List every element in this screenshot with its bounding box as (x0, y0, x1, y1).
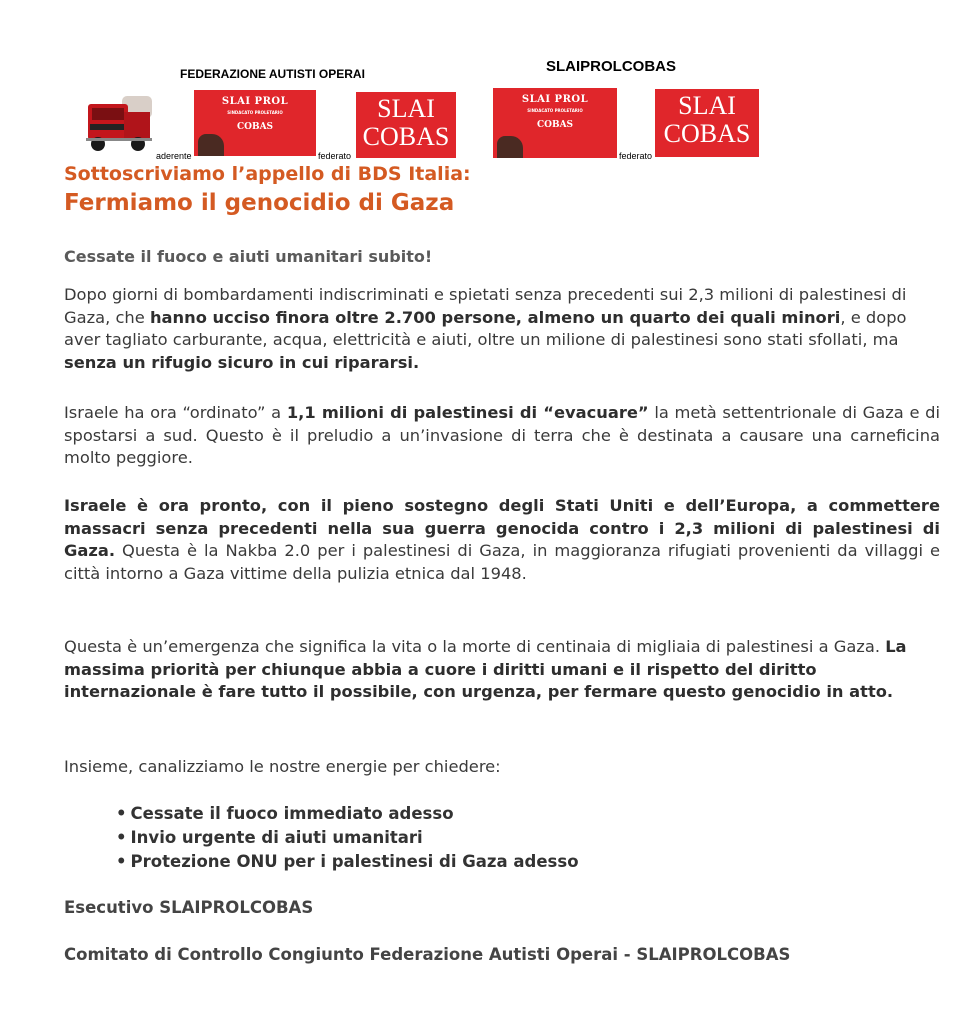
paragraph-5: Insieme, canalizziamo le nostre energie per chiedere: (64, 757, 501, 776)
slai-prol-cobas-logo (194, 90, 316, 156)
truck-logo (82, 90, 158, 156)
paragraph-3 (64, 495, 940, 585)
p1-text-c: , e dopo aver tagliato carburante, acqua, elettricità e aiuti, oltre un milione di palestinesi sono stati sfollati, ma (64, 307, 907, 349)
signature-executive: Esecutivo SLAIPROLCOBAS (64, 898, 314, 917)
logo-cobas-line1: SLAI (377, 94, 435, 123)
paragraph-2 (64, 402, 940, 470)
p3-text-b: Questa è la Nakba 2.0 per i palestinesi di Gaza, in maggioranza rifugiati provenienti da villaggi e città intorno a Gaza vittime della pulizia etnica dal 1948. (64, 541, 940, 583)
paragraph-1 (64, 284, 940, 374)
logo-prol-line1: SLAI PROL (521, 94, 589, 105)
p1-bold-d: senza un rifugio sicuro in cui ripararsi. (64, 352, 420, 372)
p2-text-a: Israele ha ora “ordinato” a (64, 403, 287, 422)
slai-cobas-logo-2 (655, 89, 759, 157)
federato-label: federato (318, 151, 352, 161)
logo-prol-line2: SINDACATO PROLETARIO (227, 110, 283, 115)
logo-cobas-line1: SLAI (678, 91, 736, 120)
p2-text-c: la metà settentrionale di Gaza e di spostarsi a sud. Questo è il preludio a un’invasione di terra che è destinata a causare una carneficina molto peggiore. (64, 403, 941, 467)
list-item: • Protezione ONU per i palestinesi di Gaza adesso (116, 850, 579, 874)
p1-bold-b: hanno ucciso finora oltre 2.700 persone, almeno un quarto dei quali minori (149, 307, 841, 327)
p1-text-a: Dopo giorni di bombardamenti indiscriminati e spietati senza precedenti sui 2,3 milioni di palestinesi di Gaza, che (64, 285, 907, 327)
signature-committee: Comitato di Controllo Congiunto Federazione Autisti Operai - SLAIPROLCOBAS (64, 945, 791, 964)
appeal-subtitle: Sottoscriviamo l’appello di BDS Italia: (64, 163, 471, 185)
list-item: • Invio urgente di aiuti umanitari (116, 826, 579, 850)
slai-cobas-logo (356, 92, 456, 158)
slai-prol-cobas-logo-2 (493, 88, 617, 158)
paragraph-4 (64, 636, 940, 704)
slaiprolcobas-label: SLAIPROLCOBAS (546, 58, 677, 75)
lead-heading: Cessate il fuoco e aiuti umanitari subito! (64, 247, 433, 266)
demands-list (116, 802, 579, 874)
logo-cobas-line2: COBAS (362, 122, 450, 151)
p4-text-a: Questa è un’emergenza che significa la vita o la morte di centinaia di migliaia di palestinesi a Gaza. (64, 637, 886, 656)
logo-prol-line1: SLAI PROL (221, 96, 289, 107)
logo-cobas-line2: COBAS (663, 119, 751, 148)
logo-prol-line2: SINDACATO PROLETARIO (527, 108, 583, 113)
aderente-label: aderente (156, 151, 192, 161)
p2-bold-b: 1,1 milioni di palestinesi di “evacuare” (286, 403, 649, 422)
fist-icon (198, 134, 224, 156)
federato-label: federato (619, 151, 653, 161)
p3-bold-a: Israele è ora pronto, con il pieno sostegno degli Stati Uniti e dell’Europa, a commettere massacri senza precedenti nella sua guerra genocida contro i 2,3 milioni di palestinesi di Gaza. (64, 496, 940, 560)
p4-bold-b: La massima priorità per chiunque abbia a cuore i diritti umani e il rispetto del diritto internazionale è fare tutto il possibile, con urgenza, per fermare questo genocidio in atto. (64, 637, 907, 701)
page-title: Fermiamo il genocidio di Gaza (64, 190, 455, 216)
list-item: • Cessate il fuoco immediato adesso (116, 802, 579, 826)
federazione-label: FEDERAZIONE AUTISTI OPERAI (180, 67, 365, 81)
logo-prol-line3: COBAS (236, 122, 274, 132)
logo-prol-line3: COBAS (536, 120, 574, 130)
fist-icon (497, 136, 523, 158)
